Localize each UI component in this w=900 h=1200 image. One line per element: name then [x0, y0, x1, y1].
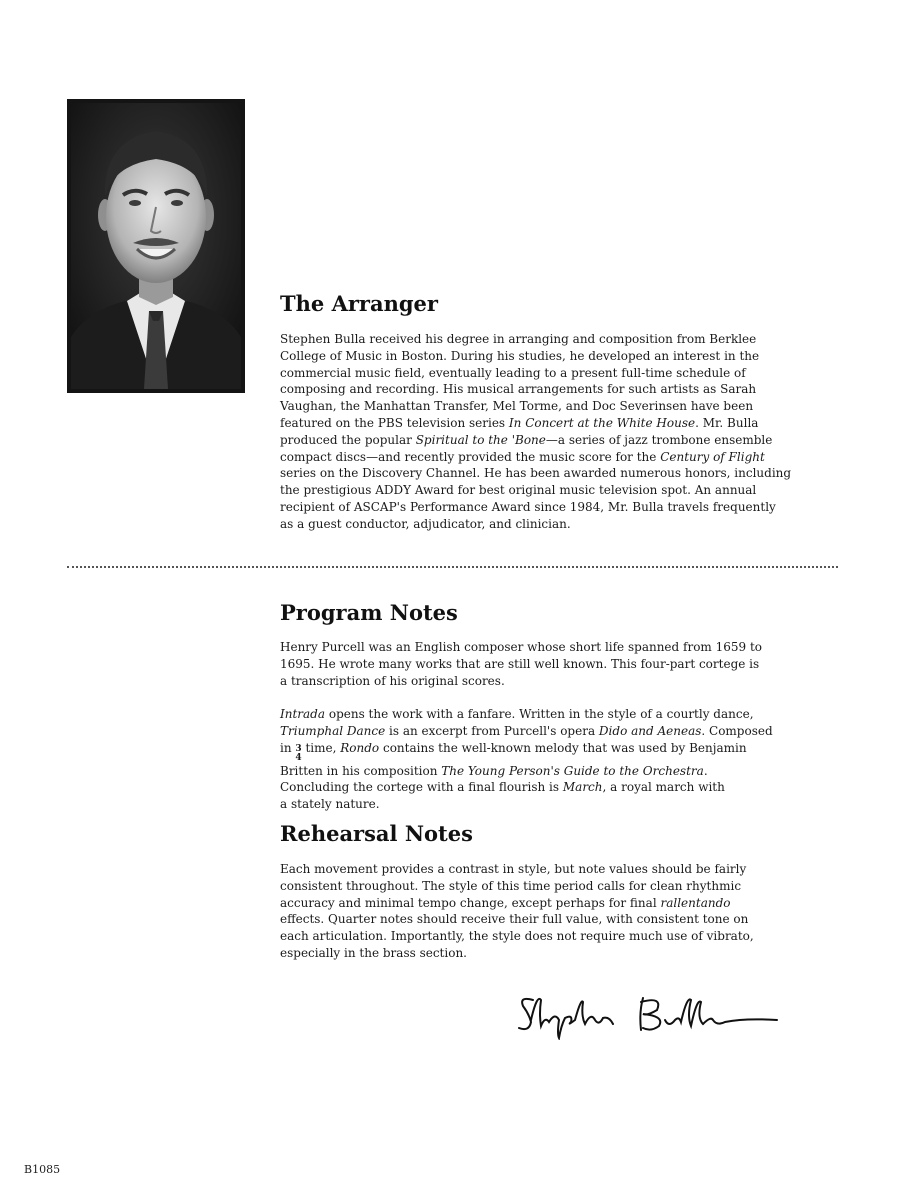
text-run: Britten in his composition: [280, 763, 442, 778]
text-run: featured on the PBS television series: [280, 415, 509, 430]
arranger-photo: [67, 99, 245, 393]
text-run: each articulation. Importantly, the style does not require much use of vibrato,: [280, 929, 754, 944]
italic-title: In Concert at the White House: [508, 415, 696, 430]
text-line: [280, 796, 773, 813]
text-run: series on the Discovery Channel. He has been awarded numerous honors, including: [280, 466, 792, 481]
arranger-bio: [280, 331, 791, 533]
text-line: [280, 449, 791, 466]
text-run: . Composed: [701, 723, 773, 738]
text-line: [280, 639, 762, 656]
program-notes-paragraph-1: [280, 639, 762, 689]
text-run: accuracy and minimal tempo change, except perhaps for final: [280, 895, 661, 910]
text-line: [280, 945, 754, 962]
catalog-code: B1085: [24, 1163, 61, 1176]
text-line: [280, 656, 762, 673]
italic-title: Intrada: [280, 707, 326, 721]
portrait-image: [67, 99, 245, 393]
text-run: recipient of ASCAP's Performance Award since 1984, Mr. Bulla travels frequently: [280, 499, 776, 514]
italic-title: rallentando: [660, 895, 731, 910]
text-line: [280, 415, 791, 432]
text-run: compact discs—and recently provided the music score for the: [280, 449, 661, 464]
text-run: Stephen Bulla received his degree in arranging and composition from Berklee: [280, 332, 757, 346]
program-notes-heading: Program Notes: [280, 600, 458, 625]
text-line: [280, 432, 791, 449]
text-line: [280, 331, 791, 348]
text-line: [280, 723, 773, 740]
text-line: [280, 779, 773, 796]
text-run: Vaughan, the Manhattan Transfer, Mel Torme, and Doc Severinsen have been: [280, 399, 754, 414]
text-line: [280, 706, 773, 723]
text-line: [280, 516, 791, 533]
italic-title: Century of Flight: [660, 449, 765, 464]
text-run: time,: [301, 740, 341, 755]
text-run: contains the well-known melody that was used by Benjamin: [379, 740, 747, 755]
composer-signature: [515, 990, 780, 1040]
text-line: [280, 348, 791, 365]
text-line: [280, 499, 791, 516]
text-line: [280, 673, 762, 690]
text-line: [280, 398, 791, 415]
italic-title: Triumphal Dance: [280, 723, 386, 738]
italic-title: Spiritual to the 'Bone: [415, 432, 546, 447]
text-run: especially in the brass section.: [280, 945, 467, 960]
text-run: —a series of jazz trombone ensemble: [545, 432, 773, 447]
text-run: is an excerpt from Purcell's opera: [385, 723, 599, 738]
italic-title: March: [562, 780, 603, 795]
text-line: [280, 482, 791, 499]
text-line: [280, 365, 791, 382]
text-run: effects. Quarter notes should receive their full value, with consistent tone on: [280, 912, 749, 927]
text-line: [280, 465, 791, 482]
text-run: College of Music in Boston. During his studies, he developed an interest in the: [280, 348, 760, 363]
text-run: a stately nature.: [280, 797, 380, 812]
text-run: the prestigious ADDY Award for best original music television spot. An annual: [280, 483, 757, 498]
text-line: [280, 878, 754, 895]
text-run: , a royal march with: [602, 780, 725, 795]
italic-title: Dido and Aeneas: [598, 723, 702, 738]
arranger-heading: The Arranger: [280, 291, 438, 316]
rehearsal-notes-paragraph: [280, 861, 754, 962]
text-line: [280, 381, 791, 398]
time-signature: 3 4: [295, 743, 302, 763]
italic-title: Rondo: [340, 740, 380, 755]
section-divider: [67, 566, 838, 568]
italic-title: The Young Person's Guide to the Orchestra: [441, 763, 704, 778]
text-run: composing and recording. His musical arrangements for such artists as Sarah: [280, 382, 757, 397]
text-run: Henry Purcell was an English composer whose short life spanned from 1659 to: [280, 640, 763, 654]
text-run: opens the work with a fanfare. Written in the style of a courtly dance,: [325, 707, 754, 721]
text-run: commercial music field, eventually leading to a present full-time schedule of: [280, 365, 746, 380]
text-run: Concluding the cortege with a final flourish is: [280, 780, 563, 795]
text-line: [280, 895, 754, 912]
text-line: [280, 763, 773, 780]
text-run: Each movement provides a contrast in style, but note values should be fairly: [280, 862, 747, 876]
text-run: a transcription of his original scores.: [280, 673, 505, 688]
text-line: [280, 911, 754, 928]
text-run: consistent throughout. The style of this time period calls for clean rhythmic: [280, 878, 742, 893]
text-line: [280, 928, 754, 945]
text-run: as a guest conductor, adjudicator, and clinician.: [280, 516, 571, 531]
text-run: in: [280, 740, 296, 755]
text-run: 1695. He wrote many works that are still well known. This four-part cortege is: [280, 656, 760, 671]
text-run: . Mr. Bulla: [695, 415, 759, 430]
text-run: .: [703, 763, 708, 778]
text-line: [280, 740, 773, 763]
text-run: produced the popular: [280, 432, 416, 447]
text-line: [280, 861, 754, 878]
rehearsal-notes-heading: Rehearsal Notes: [280, 821, 473, 846]
program-notes-paragraph-2: [280, 706, 773, 813]
